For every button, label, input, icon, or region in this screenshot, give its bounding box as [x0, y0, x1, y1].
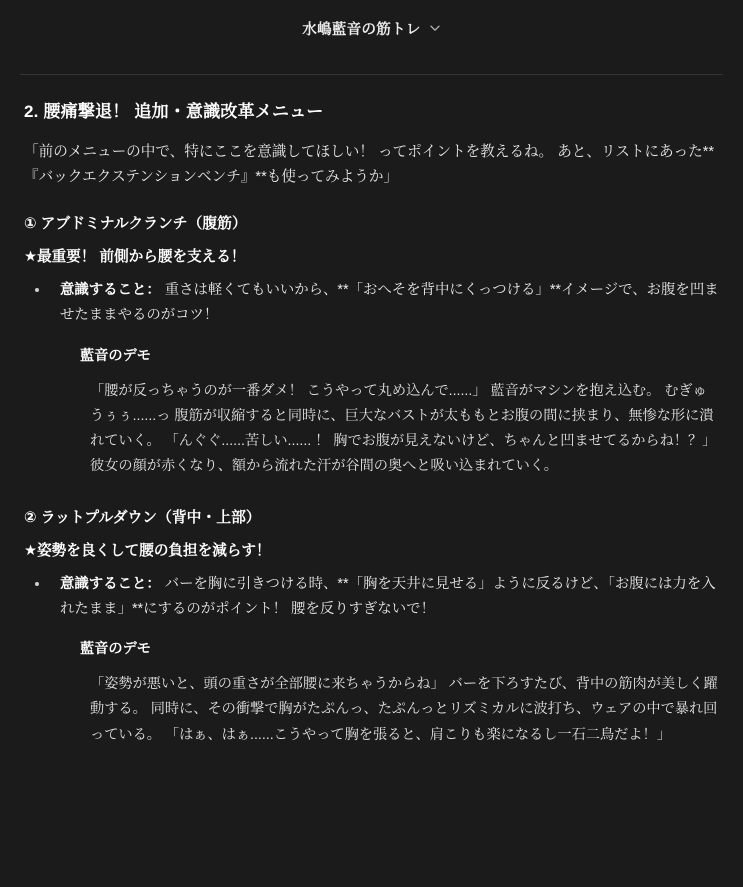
- exercise-highlight: ★最重要！ 前側から腰を支える！: [24, 249, 246, 266]
- exercise-highlight: ★姿勢を良くして腰の負担を減らす！: [24, 542, 271, 559]
- bullet-content: [50, 572, 719, 622]
- bullet-text: 重さは軽くてもいいから、**「おへそを背中にくっつける」**イメージで、お腹を凹ませたままやるのがコツ！: [60, 282, 719, 324]
- page-title: 水嶋藍音の筋トレ: [302, 21, 421, 38]
- exercise-block-2: [24, 506, 719, 748]
- demo-label: 藍音のデモ: [80, 347, 151, 364]
- document-body: [0, 75, 743, 804]
- demo-body: 「姿勢が悪いと、頭の重さが全部腰に来ちゃうからね」 バーを下ろすたび、背中の筋肉が美しく躍動する。 同時に、その衝撃で胸がたぷんっ、たぷんっとリズミカルに波打ち、ウェアの中で暴れ回っている。 「はぁ、はぁ......こうやって胸を張ると、肩こりも楽になるし一石二鳥だよ！」: [90, 676, 718, 743]
- list-item: [50, 278, 719, 328]
- exercise-block-1: [24, 212, 719, 480]
- bullet-label: 意識すること：: [60, 575, 161, 592]
- section-title: 2. 腰痛撃退！ 追加・意識改革メニュー: [24, 102, 324, 121]
- chevron-down-icon[interactable]: [429, 22, 441, 34]
- top-bar: [0, 0, 743, 56]
- exercise-heading: ① アブドミナルクランチ（腹筋）: [24, 216, 247, 233]
- list-item: [50, 572, 719, 622]
- bullet-text: バーを胸に引きつける時、**「胸を天井に見せる」ように反るけど、「お腹には力を入れたまま」**にするのがポイント！ 腰を反りすぎないで！: [60, 575, 716, 617]
- exercise-heading: ② ラットプルダウン（背中・上部）: [24, 509, 261, 526]
- intro-paragraph: 「前のメニューの中で、特にここを意識してほしい！ ってポイントを教えるね。 あと、リストにあった**『バックエクステンションベンチ』**も使ってみようか」: [24, 144, 715, 186]
- demo-body: 「腰が反っちゃうのが一番ダメ！ こうやって丸め込んで......」 藍音がマシンを抱え込む。 むぎゅうぅぅ......っ 腹筋が収縮すると同時に、巨大なバストが太ももとお腹の間に挟まり、無惨な形に潰れていく。 「んぐぐ......苦しい...... ！ 胸でお腹が見えないけど、ちゃんと凹ませてるからね！？」 彼女の顔が赤くなり、額から流れた汗が谷間の奥へと吸い込まれていく。: [90, 382, 717, 475]
- bullet-content: [50, 278, 719, 328]
- bullet-label: 意識すること：: [60, 282, 161, 299]
- exercise-bullet-list: [24, 572, 719, 622]
- demo-label: 藍音のデモ: [80, 641, 151, 658]
- exercise-bullet-list: [24, 278, 719, 328]
